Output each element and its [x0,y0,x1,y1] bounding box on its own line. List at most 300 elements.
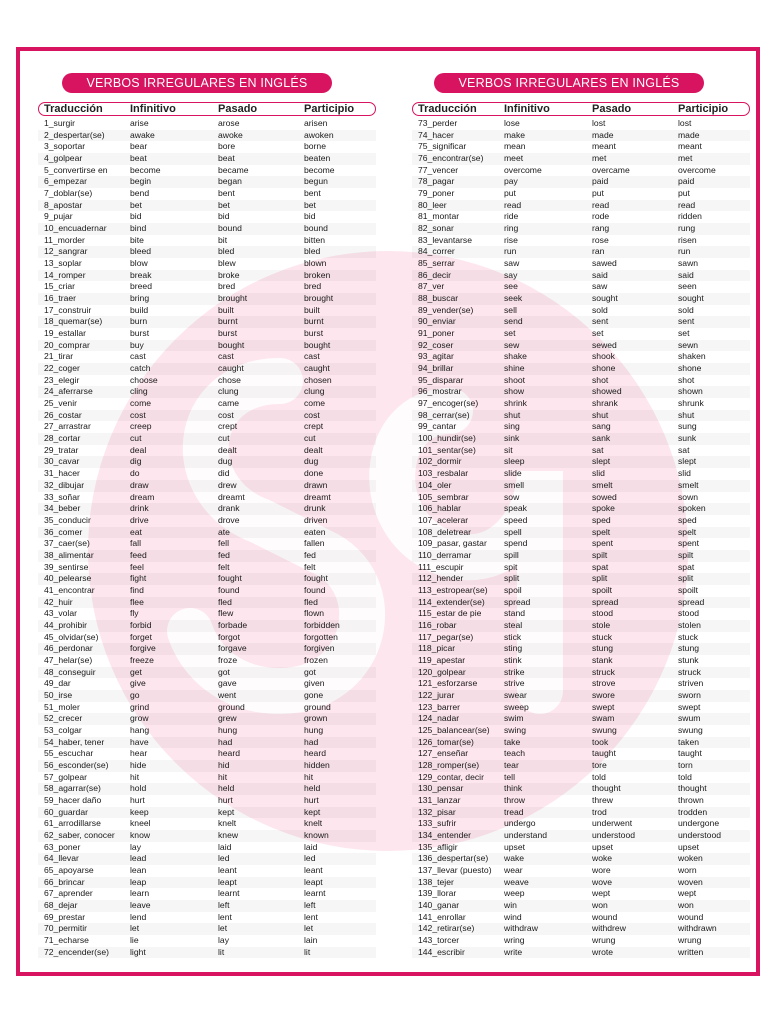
pasado-cell: kept [218,806,235,817]
pasado-cell: shone [592,363,616,374]
participio-cell: bid [304,211,316,222]
traduccion-cell: 141_enrollar [418,911,466,922]
table-row [38,165,376,177]
table-row [412,713,750,725]
participio-cell: bent [304,188,321,199]
table-row [412,818,750,830]
infinitivo-cell: swear [504,689,527,700]
traduccion-cell: 32_dibujar [44,479,85,490]
pasado-cell: did [218,468,230,479]
infinitivo-cell: lead [130,853,147,864]
traduccion-cell: 51_moler [44,701,80,712]
infinitivo-cell: bite [130,234,144,245]
traduccion-cell: 135_afligir [418,841,458,852]
table-row [38,305,376,317]
participio-cell: taught [678,748,702,759]
table-row [412,620,750,632]
infinitivo-cell: strike [504,666,525,677]
traduccion-cell: 124_nadar [418,713,460,724]
infinitivo-cell: sing [504,421,520,432]
pasado-cell: fled [218,596,232,607]
infinitivo-cell: catch [130,363,151,374]
table-row [412,141,750,153]
pasado-cell: bore [218,141,236,152]
participio-cell: hurt [304,794,319,805]
infinitivo-cell: spit [504,561,518,572]
infinitivo-cell: sell [504,304,517,315]
table-row [38,830,376,842]
participio-cell: risen [678,234,697,245]
infinitivo-cell: choose [130,374,158,385]
participio-cell: fought [304,573,328,584]
pasado-cell: rode [592,211,610,222]
pasado-cell: fought [218,573,242,584]
infinitivo-cell: run [504,246,517,257]
participio-cell: done [304,468,324,479]
traduccion-cell: 83_levantarse [418,234,472,245]
infinitivo-cell: shine [504,363,525,374]
traduccion-cell: 103_resbalar [418,468,469,479]
infinitivo-cell: come [130,398,152,409]
infinitivo-cell: find [130,584,144,595]
verbs-column-right [412,73,750,958]
pasado-cell: hit [218,771,228,782]
table-row [38,562,376,574]
table-row [412,608,750,620]
traduccion-cell: 138_tejer [418,876,454,887]
infinitivo-cell: think [504,783,523,794]
table-row [38,538,376,550]
infinitivo-cell: hide [130,759,147,770]
infinitivo-cell: hear [130,748,148,759]
pasado-cell: leant [218,865,237,875]
table-row [38,375,376,387]
table-row [412,258,750,270]
infinitivo-cell: shoot [504,374,526,385]
header-pasado: Pasado [218,103,258,115]
traduccion-cell: 34_beber [44,503,81,514]
table-row [38,176,376,188]
table-row [412,445,750,457]
header-participio: Participio [304,103,355,115]
table-row [412,386,750,398]
participio-cell: lost [678,118,692,128]
traduccion-cell: 130_pensar [418,783,464,794]
table-row [412,492,750,504]
infinitivo-cell: write [504,946,523,957]
pasado-cell: put [592,188,604,199]
header-traduccion: Traducción [418,103,477,115]
table-row [38,818,376,830]
participio-cell: ridden [678,211,702,222]
table-row [38,328,376,340]
section-banner: VERBOS IRREGULARES EN INGLÉS [434,73,704,93]
table-row [412,900,750,912]
traduccion-cell: 6_empezar [44,176,87,187]
table-row [412,585,750,597]
traduccion-cell: 110_derramar [418,549,472,560]
traduccion-cell: 97_encoger(se) [418,398,479,409]
table-row [38,643,376,655]
pasado-cell: sat [592,444,604,455]
traduccion-cell: 120_golpear [418,666,466,677]
participio-cell: ground [304,701,331,712]
infinitivo-cell: light [130,946,146,957]
pasado-cell: began [218,176,242,187]
traduccion-cell: 14_romper [44,269,86,280]
participio-cell: split [678,573,694,584]
pasado-cell: stung [592,643,614,654]
participio-cell: clung [304,386,325,397]
traduccion-cell: 53_colgar [44,724,82,735]
infinitivo-cell: hurt [130,794,145,805]
pasado-cell: sank [592,433,611,444]
participio-cell: driven [304,514,328,525]
participio-cell: blown [304,258,327,269]
table-row [38,935,376,947]
traduccion-cell: 115_estar de pie [418,608,482,619]
pasado-cell: read [592,199,610,210]
pasado-cell: cut [218,433,230,444]
participio-cell: worn [678,865,697,875]
pasado-cell: had [218,736,233,747]
table-row [38,246,376,258]
table-row [38,702,376,714]
traduccion-cell: 62_saber, conocer [44,829,115,840]
table-row [38,620,376,632]
participio-cell: had [304,736,319,747]
table-row [412,643,750,655]
infinitivo-cell: cost [130,409,146,420]
infinitivo-cell: split [504,573,520,584]
participio-cell: woven [678,876,703,887]
infinitivo-cell: steal [504,619,523,630]
infinitivo-cell: tell [504,771,515,782]
traduccion-cell: 39_sentirse [44,561,89,572]
table-row [38,725,376,737]
infinitivo-cell: grind [130,701,150,712]
pasado-cell: beat [218,153,235,164]
table-row [412,503,750,515]
table-row [38,340,376,352]
pasado-cell: lit [218,946,225,957]
infinitivo-cell: awake [130,129,155,140]
traduccion-cell: 58_agarrar(se) [44,783,101,794]
participio-cell: given [304,678,325,689]
infinitivo-cell: sleep [504,456,525,467]
table-row [38,410,376,422]
table-row [38,772,376,784]
infinitivo-cell: burn [130,316,148,327]
participio-cell: wept [678,888,697,899]
participio-cell: known [304,829,329,840]
participio-cell: dealt [304,444,323,455]
traduccion-cell: 91_poner [418,328,455,339]
table-row [38,188,376,200]
traduccion-cell: 22_coger [44,363,80,374]
table-row [38,947,376,959]
table-row [38,386,376,398]
traduccion-cell: 28_cortar [44,433,81,444]
traduccion-cell: 133_sufrir [418,818,457,829]
traduccion-cell: 82_sonar [418,223,454,234]
participio-cell: swung [678,724,703,735]
infinitivo-cell: lie [130,935,139,946]
table-row [412,246,750,258]
traduccion-cell: 40_pelearse [44,573,92,584]
traduccion-cell: 60_guardar [44,806,88,817]
pasado-cell: bet [218,199,230,210]
pasado-cell: swept [592,701,615,712]
infinitivo-cell: fight [130,573,147,584]
participio-cell: lain [304,935,318,946]
pasado-cell: sped [592,514,611,525]
table-row [412,678,750,690]
traduccion-cell: 72_encender(se) [44,946,109,957]
traduccion-cell: 33_soñar [44,491,80,502]
pasado-cell: clung [218,386,239,397]
table-row [38,445,376,457]
infinitivo-cell: forget [130,631,152,642]
participio-cell: leant [304,865,323,875]
participio-cell: bred [304,281,322,292]
participio-cell: trodden [678,806,708,817]
traduccion-cell: 113_estropear(se) [418,584,488,595]
infinitivo-cell: stick [504,631,522,642]
table-row [38,632,376,644]
participio-cell: torn [678,759,693,770]
infinitivo-cell: take [504,736,521,747]
pasado-cell: burnt [218,316,238,327]
pasado-cell: came [218,398,240,409]
traduccion-cell: 122_jurar [418,689,455,700]
traduccion-cell: 111_escupir [418,561,464,572]
infinitivo-cell: upset [504,841,526,852]
pasado-cell: sowed [592,491,617,502]
infinitivo-cell: mean [504,141,526,152]
table-row [412,690,750,702]
participio-cell: shaken [678,351,706,362]
traduccion-cell: 70_permitir [44,923,87,934]
table-row [38,492,376,504]
pasado-cell: split [592,573,608,584]
pasado-cell: spilt [592,549,608,560]
participio-cell: laid [304,841,318,852]
infinitivo-cell: tear [504,759,519,770]
infinitivo-cell: do [130,468,140,479]
traduccion-cell: 13_soplar [44,258,82,269]
table-row [412,223,750,235]
traduccion-cell: 48_conseguir [44,666,96,677]
infinitivo-cell: deal [130,444,147,455]
pasado-cell: blew [218,258,236,269]
participio-cell: sold [678,304,694,315]
pasado-cell: sold [592,304,608,315]
table-row [412,562,750,574]
traduccion-cell: 43_volar [44,608,77,619]
traduccion-cell: 109_pasar, gastar [418,538,487,549]
pasado-cell: gave [218,678,237,689]
infinitivo-cell: burst [130,328,150,339]
participio-cell: struck [678,666,701,677]
traduccion-cell: 38_alimentar [44,549,94,560]
traduccion-cell: 25_venir [44,398,77,409]
table-row [38,737,376,749]
table-row [38,118,376,130]
traduccion-cell: 99_cantar [418,421,457,432]
pasado-cell: drank [218,503,240,514]
traduccion-cell: 37_caer(se) [44,538,90,549]
participio-cell: striven [678,678,704,689]
participio-cell: seen [678,281,697,292]
participio-cell: cast [304,351,320,362]
infinitivo-cell: lose [504,118,520,128]
participio-cell: leapt [304,876,323,887]
table-row [412,165,750,177]
pasado-cell: sent [592,316,609,327]
infinitivo-cell: flee [130,596,144,607]
pasado-cell: shot [592,374,609,385]
table-row [412,235,750,247]
participio-cell: won [678,900,694,911]
infinitivo-cell: give [130,678,146,689]
pasado-cell: crept [218,421,238,432]
pasado-cell: found [218,584,240,595]
traduccion-cell: 64_llevar [44,853,79,864]
participio-cell: lit [304,946,311,957]
infinitivo-cell: become [130,164,161,175]
participio-cell: spilt [678,549,694,560]
pasado-cell: rose [592,234,609,245]
table-row [38,853,376,865]
traduccion-cell: 67_aprender [44,888,93,899]
table-row [38,655,376,667]
table-row [412,550,750,562]
table-row [38,130,376,142]
participio-cell: spelt [678,526,697,537]
pasado-cell: lay [218,935,229,946]
infinitivo-cell: begin [130,176,152,187]
traduccion-cell: 94_brillar [418,363,454,374]
infinitivo-cell: breed [130,281,152,292]
participio-cell: burnt [304,316,324,327]
traduccion-cell: 35_conducir [44,514,91,525]
participio-cell: stuck [678,631,699,642]
participio-cell: bound [304,223,328,234]
traduccion-cell: 17_construir [44,304,92,315]
infinitivo-cell: hit [130,771,140,782]
pasado-cell: became [218,164,249,175]
participio-cell: stung [678,643,700,654]
infinitivo-cell: send [504,316,523,327]
table-row [412,935,750,947]
table-row [412,853,750,865]
pasado-cell: sewed [592,339,617,350]
traduccion-cell: 127_enseñar [418,748,469,759]
infinitivo-cell: cut [130,433,142,444]
infinitivo-cell: tread [504,806,524,817]
table-row [412,188,750,200]
header-infinitivo: Infinitivo [130,103,176,115]
traduccion-cell: 119_apestar [418,654,466,665]
table-row [412,176,750,188]
infinitivo-cell: break [130,269,152,280]
table-row [412,281,750,293]
traduccion-cell: 80_leer [418,199,447,210]
infinitivo-cell: make [504,129,526,140]
traduccion-cell: 77_vencer [418,164,459,175]
participio-cell: spent [678,538,700,549]
pasado-cell: cast [218,351,234,362]
pasado-cell: arose [218,118,240,128]
pasado-cell: hung [218,724,238,735]
table-row [412,947,750,959]
traduccion-cell: 74_hacer [418,129,454,140]
infinitivo-cell: shrink [504,398,527,409]
participio-cell: meant [678,141,702,152]
participio-cell: bled [304,246,321,257]
traduccion-cell: 21_tirar [44,351,74,362]
traduccion-cell: 56_esconder(se) [44,759,109,770]
traduccion-cell: 42_huir [44,596,73,607]
traduccion-cell: 136_despertar(se) [418,853,489,864]
participio-cell: left [304,900,316,911]
traduccion-cell: 8_apostar [44,199,83,210]
participio-cell: sown [678,491,699,502]
participio-cell: brought [304,293,334,304]
pasado-cell: bit [218,234,228,245]
infinitivo-cell: overcome [504,164,542,175]
participio-cell: swum [678,713,701,724]
traduccion-cell: 46_perdonar [44,643,93,654]
traduccion-cell: 129_contar, decir [418,771,484,782]
participio-cell: burst [304,328,324,339]
participio-cell: cost [304,409,320,420]
pasado-cell: taught [592,748,616,759]
traduccion-cell: 47_helar(se) [44,654,93,665]
participio-cell: overcome [678,164,716,175]
table-row [38,515,376,527]
participio-cell: thrown [678,794,704,805]
participio-cell: drawn [304,479,328,490]
pasado-cell: wrote [592,946,614,957]
traduccion-cell: 79_poner [418,188,455,199]
infinitivo-cell: swing [504,724,526,735]
traduccion-cell: 112_hender [418,573,464,584]
infinitivo-cell: cast [130,351,146,362]
traduccion-cell: 87_ver [418,281,445,292]
table-row [412,877,750,889]
participio-cell: spat [678,561,695,572]
pasado-cell: sang [592,421,611,432]
pasado-cell: showed [592,386,622,397]
participio-cell: grown [304,713,328,724]
table-row [38,783,376,795]
pasado-cell: struck [592,666,615,677]
pasado-cell: learnt [218,888,240,899]
table-row [38,877,376,889]
pasado-cell: felt [218,561,230,572]
infinitivo-cell: bet [130,199,142,210]
table-row [38,900,376,912]
table-row [412,830,750,842]
infinitivo-cell: bear [130,141,148,152]
table-row [38,550,376,562]
infinitivo-cell: put [504,188,516,199]
participio-cell: eaten [304,526,326,537]
pasado-cell: thought [592,783,621,794]
pasado-cell: knelt [218,818,237,829]
